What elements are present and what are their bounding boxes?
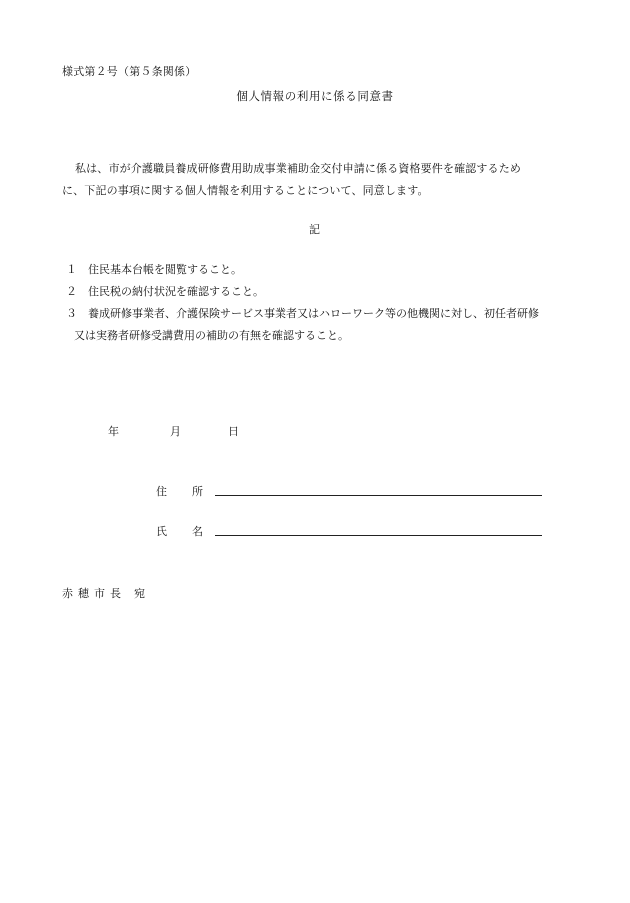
name-field-line[interactable]	[215, 535, 542, 536]
name-label	[156, 523, 203, 539]
item-text: 住民税の納付状況を確認すること。	[88, 285, 264, 298]
addressee	[62, 585, 145, 601]
addressee-char: 宛	[134, 587, 145, 600]
address-field-line[interactable]	[215, 495, 542, 496]
addressee-char: 市	[94, 587, 105, 600]
ki-heading: 記	[309, 223, 320, 236]
item-text-continuation: 又は実務者研修受講費用の補助の有無を確認すること。	[74, 329, 349, 342]
document-title: 個人情報の利用に係る同意書	[236, 89, 394, 103]
name-label-char: 氏	[156, 525, 167, 538]
addressee-char: 赤	[62, 587, 73, 600]
list-item	[62, 259, 539, 281]
item-number: １	[66, 263, 77, 276]
item-number: ２	[66, 285, 77, 298]
consent-body-line-2: に、下記の事項に関する個人情報を利用することについて、同意します。	[62, 184, 429, 197]
item-list	[62, 259, 539, 347]
consent-body	[62, 158, 574, 202]
addressee-char: 穂	[78, 587, 89, 600]
date-month-label: 月	[170, 425, 181, 438]
list-item	[62, 281, 539, 303]
item-text: 住民基本台帳を閲覧すること。	[88, 263, 242, 276]
list-item	[62, 303, 539, 325]
date-day-label: 日	[228, 425, 239, 438]
address-label-char: 所	[192, 485, 203, 498]
addressee-char: 長	[110, 587, 121, 600]
item-text: 養成研修事業者、介護保険サービス事業者又はハローワーク等の他機関に対し、初任者研修	[88, 307, 539, 320]
item-number: ３	[66, 307, 77, 320]
consent-body-line-1: 私は、市が介護職員養成研修費用助成事業補助金交付申請に係る資格要件を確認するため	[75, 162, 521, 175]
address-label	[156, 483, 203, 499]
date-year-label: 年	[108, 425, 119, 438]
address-label-char: 住	[156, 485, 167, 498]
name-label-char: 名	[192, 525, 203, 538]
form-number: 様式第２号（第５条関係）	[62, 65, 197, 78]
